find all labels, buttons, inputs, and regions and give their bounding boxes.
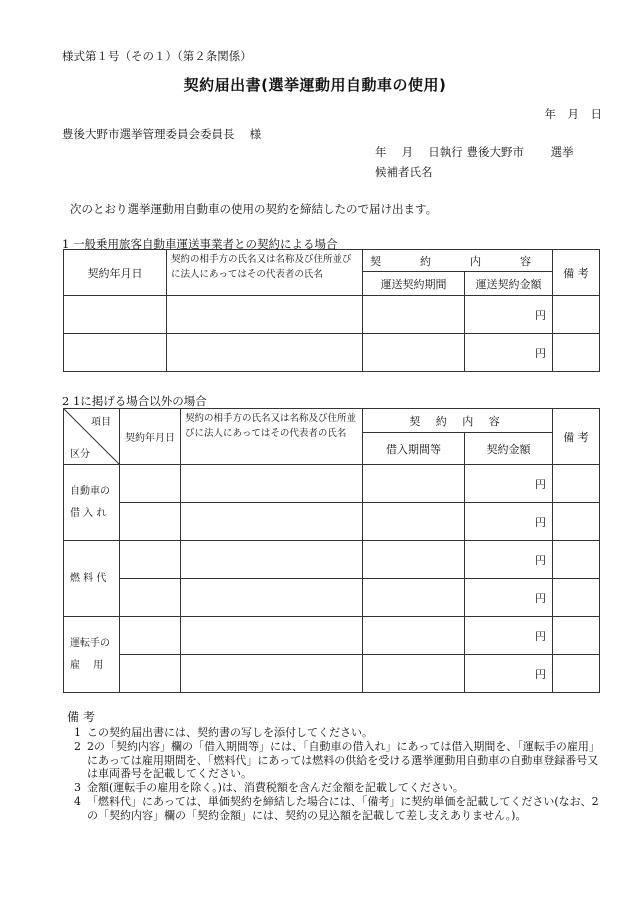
col-remarks: 備 考 [553, 409, 600, 465]
cell-date[interactable] [120, 655, 181, 693]
diag-category-label: 区分 [70, 449, 90, 460]
table-row [64, 296, 600, 334]
col-contract-date: 契約年月日 [120, 409, 181, 465]
cell-remarks[interactable] [553, 503, 600, 541]
note-number: 1 [74, 726, 81, 739]
cell-amount[interactable]: 円 [465, 334, 553, 372]
cell-period[interactable] [363, 579, 465, 617]
notes-section [63, 710, 608, 822]
cell-remarks[interactable] [553, 541, 600, 579]
note-item [63, 795, 608, 823]
section2-heading: 2 1に掲げる場合以外の場合 [62, 394, 207, 408]
category-driver-employment [64, 617, 120, 693]
cell-party[interactable] [167, 334, 363, 372]
table-row [64, 541, 600, 579]
col-counterparty: 契約の相手方の氏名又は名称及び住所並びに法人にあってはその代表者の氏名 [181, 409, 363, 465]
cell-date[interactable] [64, 334, 167, 372]
note-text: 「燃料代」にあっては、単価契約を締結した場合には、「備考」に契約単価を記載してください(なお、2の「契約内容」欄の「契約金額」には、契約の見込額を記載して差し支えありません。)。 [87, 794, 599, 822]
col-contract-amount: 契約金額 [465, 433, 553, 465]
cell-period[interactable] [363, 541, 465, 579]
note-number: 4 [74, 794, 81, 808]
table-row [64, 655, 600, 693]
section1-heading: 1 一般乗用旅客自動車運送事業者との契約による場合 [62, 237, 338, 251]
cell-period[interactable] [363, 296, 465, 334]
note-item [63, 726, 608, 740]
cell-party[interactable] [181, 617, 363, 655]
note-text: この契約届出書には、契約書の写しを添付してください。 [87, 726, 373, 739]
cell-amount[interactable]: 円 [465, 579, 553, 617]
cell-party[interactable] [167, 296, 363, 334]
cell-date[interactable] [64, 296, 167, 334]
cell-period[interactable] [363, 334, 465, 372]
cell-party[interactable] [181, 465, 363, 503]
table-row [64, 334, 600, 372]
note-item [63, 740, 608, 781]
cell-period[interactable] [363, 465, 465, 503]
col-counterparty: 契約の相手方の氏名又は名称及び住所並びに法人にあってはその代表者の氏名 [167, 250, 363, 296]
cell-remarks[interactable] [553, 579, 600, 617]
category-label: 借 入 れ [70, 507, 107, 519]
category-label: 自動車の [70, 485, 110, 497]
col-loan-period: 借入期間等 [363, 433, 465, 465]
form-number: 様式第１号（その１）（第２条関係） [62, 49, 252, 63]
cell-period[interactable] [363, 503, 465, 541]
section1-table [63, 249, 600, 372]
notes-heading: 備 考 [67, 710, 95, 724]
cell-amount[interactable]: 円 [465, 296, 553, 334]
section2-table [63, 408, 600, 693]
table-row [64, 503, 600, 541]
col-transport-period: 運送契約期間 [363, 272, 465, 296]
col-contract-contents: 契 約 内 容 [363, 409, 553, 433]
col-contract-date: 契約年月日 [64, 250, 167, 296]
cell-party[interactable] [181, 541, 363, 579]
cell-amount[interactable]: 円 [465, 465, 553, 503]
col-contract-contents: 契 約 内 容 [363, 250, 553, 272]
note-number: 3 [74, 781, 81, 794]
note-text: 金額(運転手の雇用を除く。)は、消費税額を含んだ金額を記載してください。 [87, 781, 464, 794]
table-row [64, 579, 600, 617]
cell-period[interactable] [363, 655, 465, 693]
cell-date[interactable] [120, 579, 181, 617]
cell-remarks[interactable] [553, 465, 600, 503]
page-title: 契約届出書(選挙運動用自動車の使用) [183, 76, 447, 94]
category-fuel: 燃 料 代 [64, 541, 120, 617]
cell-date[interactable] [120, 465, 181, 503]
intro-text: 次のとおり選挙運動用自動車の使用の契約を締結したので届け出ます。 [70, 202, 438, 216]
category-label: 運転手の [70, 637, 110, 649]
cell-amount[interactable]: 円 [465, 617, 553, 655]
election-line: 年 月 日執行 豊後大野市 選挙 [375, 145, 574, 159]
candidate-name-label: 候補者氏名 [375, 165, 433, 179]
category-label: 雇 用 [70, 659, 104, 671]
cell-amount[interactable]: 円 [465, 655, 553, 693]
cell-date[interactable] [120, 503, 181, 541]
note-number: 2 [74, 739, 81, 753]
cell-period[interactable] [363, 617, 465, 655]
cell-amount[interactable]: 円 [465, 541, 553, 579]
category-vehicle-rental [64, 465, 120, 541]
cell-party[interactable] [181, 579, 363, 617]
cell-remarks[interactable] [553, 296, 600, 334]
diagonal-header-cell [64, 409, 120, 465]
cell-remarks[interactable] [553, 617, 600, 655]
cell-remarks[interactable] [553, 334, 600, 372]
diag-item-label: 項目 [91, 417, 111, 428]
cell-party[interactable] [181, 503, 363, 541]
col-transport-amount: 運送契約金額 [465, 272, 553, 296]
cell-date[interactable] [120, 617, 181, 655]
cell-remarks[interactable] [553, 655, 600, 693]
submission-date: 年 月 日 [544, 107, 602, 121]
table-row [64, 617, 600, 655]
addressee: 豊後大野市選挙管理委員会委員長 様 [62, 127, 262, 141]
cell-amount[interactable]: 円 [465, 503, 553, 541]
cell-party[interactable] [181, 655, 363, 693]
table-row [64, 465, 600, 503]
cell-date[interactable] [120, 541, 181, 579]
note-text: 2の「契約内容」欄の「借入期間等」には、「自動車の借入れ」にあっては借入期間を、「運転手の雇用」にあっては雇用期間を、「燃料代」にあっては燃料の供給を受ける選挙運動用自動車の自動車登録番号又は車両番号を記載してください。 [87, 739, 600, 781]
note-item [63, 781, 608, 795]
col-remarks: 備 考 [553, 250, 600, 296]
